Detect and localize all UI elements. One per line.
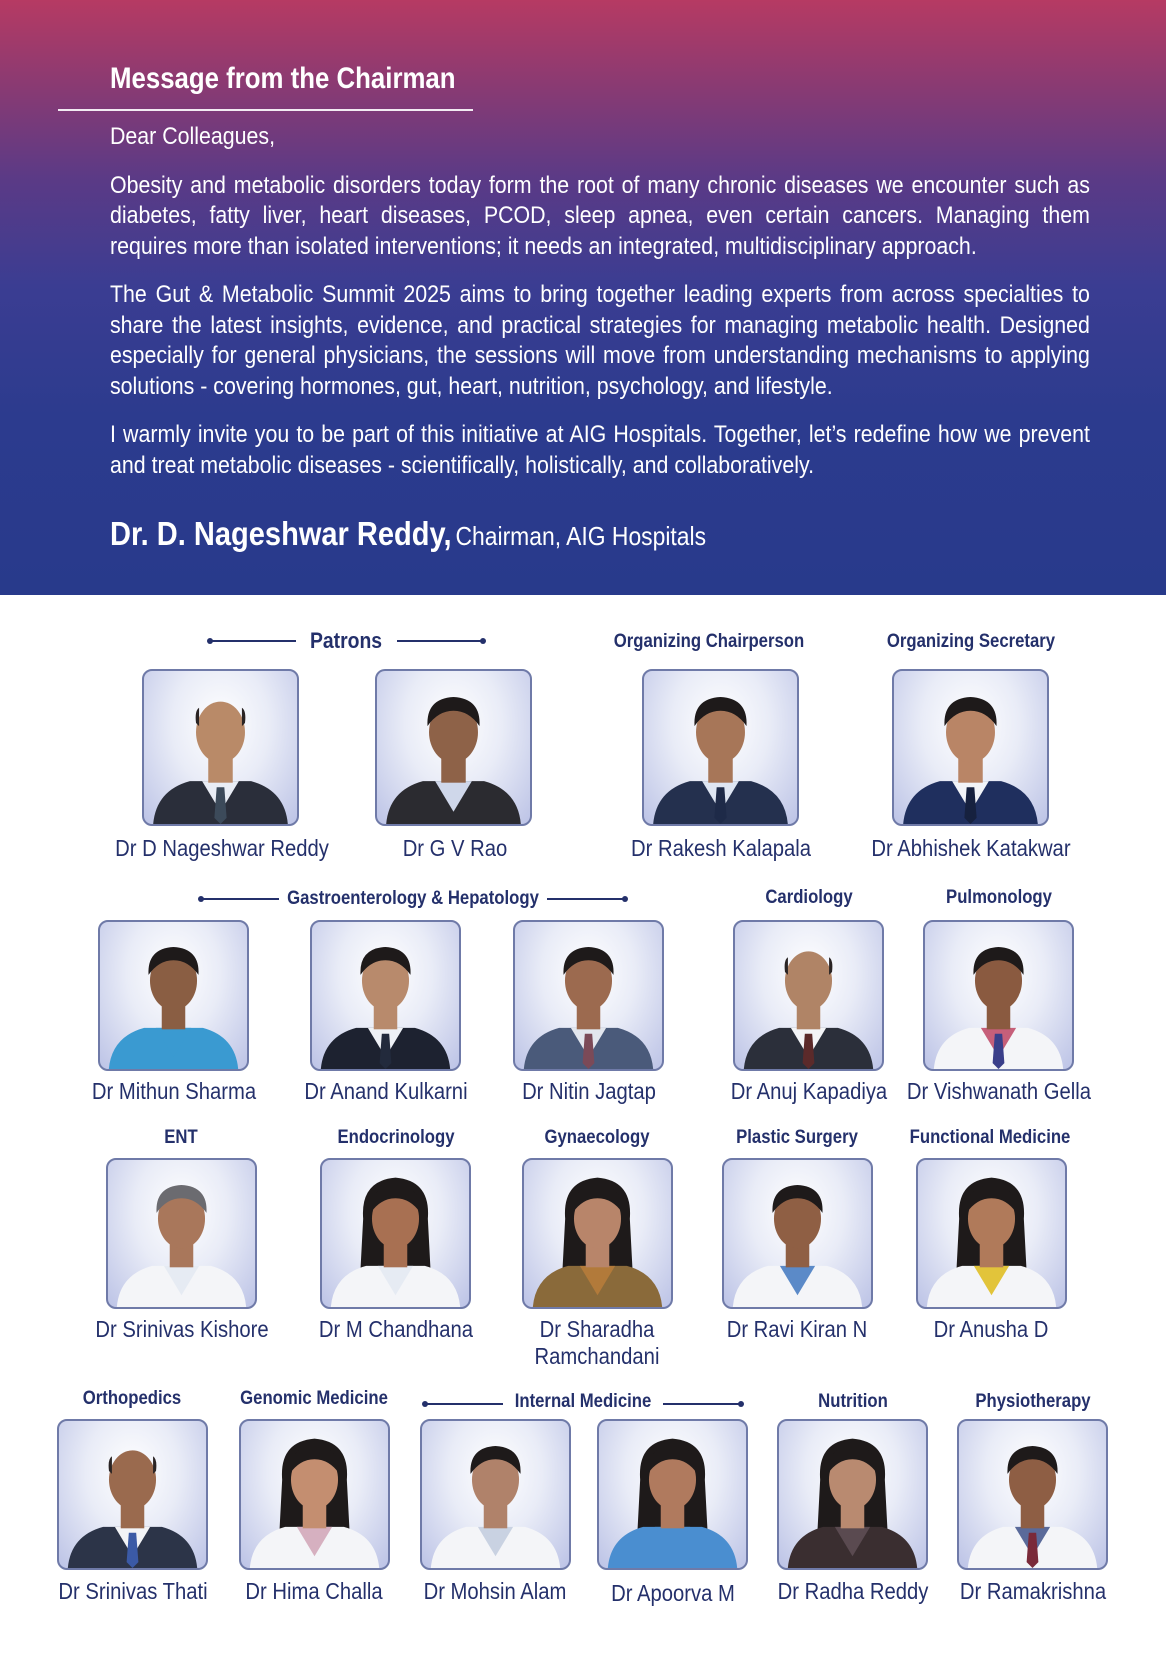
portrait-figure: [918, 1160, 1065, 1307]
portrait-photo: [106, 1158, 257, 1309]
person-name: Dr Srinivas Kishore: [95, 1316, 269, 1342]
portrait-figure: [959, 1421, 1106, 1568]
gastro-rule-right: [547, 898, 625, 900]
portrait-photo: [98, 920, 249, 1071]
portrait-photo: [597, 1419, 748, 1570]
heading-cardiology: Cardiology: [765, 887, 853, 908]
portrait-photo: [916, 1158, 1067, 1309]
portrait-photo: [733, 920, 884, 1071]
portrait-photo: [722, 1158, 873, 1309]
heading-orthopedics: Orthopedics: [82, 1388, 182, 1409]
portrait-photo: [57, 1419, 208, 1570]
heading-ent: ENT: [164, 1127, 198, 1148]
heading-physiotherapy: Physiotherapy: [975, 1391, 1091, 1412]
portrait-photo: [642, 669, 799, 826]
portrait-figure: [322, 1160, 469, 1307]
person-name: Dr D Nageshwar Reddy: [115, 835, 329, 861]
portrait-figure: [144, 671, 297, 824]
heading-gastroenterology-hepatology: Gastroenterology & Hepatology: [287, 888, 539, 909]
portrait-figure: [377, 671, 530, 824]
portrait-photo: [420, 1419, 571, 1570]
person-name: Dr M Chandhana: [318, 1316, 474, 1342]
signature-name: Dr. D. Nageshwar Reddy,: [110, 515, 452, 552]
person-name: Dr Vishwanath Gella: [906, 1078, 1092, 1104]
portrait-photo: [239, 1419, 390, 1570]
message-paragraph-1: Obesity and metabolic disorders today form the root of many chronic diseases we encounter such as diabetes, fatty liver, heart diseases, PCOD, sleep apnea, even certain cancers. Managing them requires more than isolated interventions; it needs an integrated, multidisciplinary approach.: [110, 171, 1090, 260]
person-name: Dr Nitin Jagtap: [522, 1078, 656, 1104]
person-name: Dr G V Rao: [402, 835, 508, 861]
heading-gynaecology: Gynaecology: [544, 1127, 650, 1148]
heading-organizing-chairperson: Organizing Chairperson: [613, 631, 805, 652]
message-greeting: Dear Colleagues,: [110, 123, 276, 150]
patrons-rule-right: [397, 640, 483, 642]
portrait-figure: [925, 922, 1072, 1069]
heading-genomic-medicine: Genomic Medicine: [240, 1388, 388, 1409]
message-title: Message from the Chairman: [110, 62, 456, 95]
person-name: Dr Srinivas Thati: [58, 1578, 208, 1604]
portrait-figure: [724, 1160, 871, 1307]
heading-functional-medicine: Functional Medicine: [909, 1127, 1071, 1148]
person-name: Dr Ramakrishna: [959, 1578, 1107, 1604]
portrait-figure: [644, 671, 797, 824]
portrait-photo: [513, 920, 664, 1071]
heading-patrons: Patrons: [309, 628, 383, 653]
person-name: Dr Ravi Kiran N: [726, 1316, 868, 1342]
signature-role: Chairman, AIG Hospitals: [455, 521, 707, 551]
message-body: [110, 122, 1090, 499]
heading-organizing-secretary: Organizing Secretary: [886, 631, 1056, 652]
portrait-figure: [524, 1160, 671, 1307]
portrait-figure: [59, 1421, 206, 1568]
chairman-message-section: [0, 0, 1166, 595]
portrait-photo: [522, 1158, 673, 1309]
title-underline: [58, 109, 473, 111]
portrait-figure: [100, 922, 247, 1069]
portrait-figure: [241, 1421, 388, 1568]
portrait-figure: [779, 1421, 926, 1568]
portrait-figure: [108, 1160, 255, 1307]
portrait-photo: [375, 669, 532, 826]
portrait-figure: [312, 922, 459, 1069]
person-name: Dr Abhishek Katakwar: [871, 835, 1071, 861]
gastro-rule-left: [201, 898, 279, 900]
heading-pulmonology: Pulmonology: [946, 887, 1052, 908]
portrait-figure: [735, 922, 882, 1069]
internal-rule-right: [663, 1403, 741, 1405]
message-paragraph-3: I warmly invite you to be part of this initiative at AIG Hospitals. Together, let’s redefine how we prevent and treat metabolic diseases - scientifically, holistically, and collaboratively.: [110, 421, 1090, 479]
internal-rule-left: [425, 1403, 503, 1405]
portrait-photo: [923, 920, 1074, 1071]
portrait-photo: [320, 1158, 471, 1309]
person-name: Dr Mohsin Alam: [423, 1578, 567, 1604]
portrait-photo: [892, 669, 1049, 826]
person-name: Dr Sharadha Ramchandani: [534, 1316, 660, 1369]
portrait-figure: [422, 1421, 569, 1568]
person-name: Dr Mithun Sharma: [91, 1078, 257, 1104]
portrait-photo: [957, 1419, 1108, 1570]
heading-plastic-surgery: Plastic Surgery: [736, 1127, 858, 1148]
person-name: Dr Anusha D: [933, 1316, 1049, 1342]
heading-endocrinology: Endocrinology: [337, 1127, 455, 1148]
person-name: Dr Anuj Kapadiya: [730, 1078, 888, 1104]
heading-nutrition: Nutrition: [818, 1391, 888, 1412]
portrait-figure: [894, 671, 1047, 824]
person-name: Dr Apoorva M: [611, 1580, 735, 1606]
portrait-photo: [777, 1419, 928, 1570]
person-name: Dr Hima Challa: [245, 1578, 383, 1604]
signature: [110, 515, 706, 553]
patrons-rule-left: [210, 640, 296, 642]
heading-internal-medicine: Internal Medicine: [514, 1391, 652, 1412]
portrait-figure: [599, 1421, 746, 1568]
portrait-figure: [515, 922, 662, 1069]
portrait-photo: [142, 669, 299, 826]
person-name: Dr Anand Kulkarni: [304, 1078, 468, 1104]
portrait-photo: [310, 920, 461, 1071]
person-name: Dr Radha Reddy: [777, 1578, 929, 1604]
message-paragraph-2: The Gut & Metabolic Summit 2025 aims to bring together leading experts from across specialties to share the latest insights, evidence, and practical strategies for managing metabolic health. Designed especially for general physicians, the sessions will move from understanding mechanisms to applying solutions - covering hormones, gut, heart, nutrition, psychology, and lifestyle.: [110, 281, 1090, 400]
person-name: Dr Rakesh Kalapala: [630, 835, 812, 861]
